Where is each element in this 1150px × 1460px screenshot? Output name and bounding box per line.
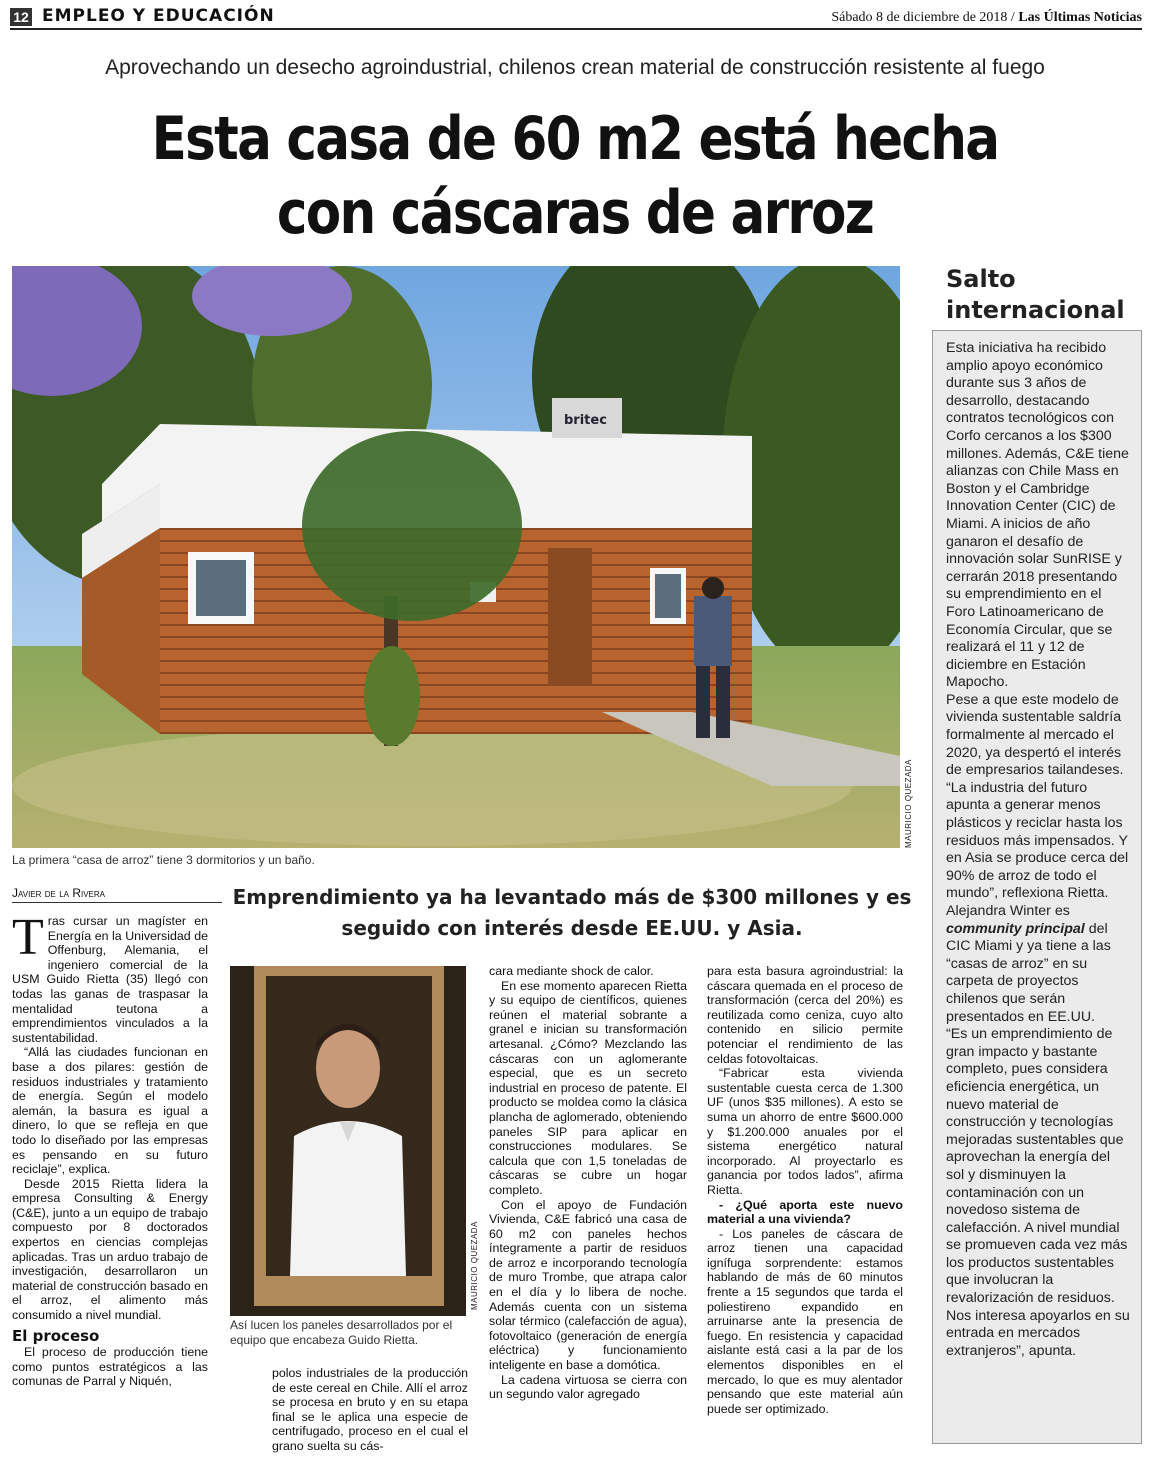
house-photo-illustration [12,266,900,848]
house-photo [12,266,900,848]
body-paragraph [12,909,208,1045]
photo-caption: La primera “casa de arroz” tiene 3 dormitorios y un baño. [12,853,315,867]
page-header [10,6,1142,30]
photo-credit: MAURICIO QUEZADA [904,759,913,848]
subheadline: Emprendimiento ya ha levantado más de $300 millones y es seguido con interés desde EE.UU. y Asia. [232,885,912,940]
body-paragraph: En ese momento aparecen Rietta y su equipo de científicos, quienes reúnen el material sobrante a granel e inician su transformación artesanal. ¿Cómo? Mezclando las cáscaras con un aglomerante especial, que es un secreto industrial en proceso de patente. El producto se moldea como la clásica plancha de aglomerado, obteniendo paneles SIP para aplicar en construcciones modulares. Se calcula que con 1,5 toneladas de cáscaras se cubre un hogar completo. [489,978,687,1197]
sidebar-paragraph: Esta iniciativa ha recibido amplio apoyo económico durante sus 3 años de desarrollo, destacando contratos tecnológicos con Corfo cercanos a los $300 millones. Además, C&E tiene alianzas con Chile Mass en Boston y el Cambridge Innovation Center (CIC) de Miami. A inicios de año ganaron el desafío de innovación solar SunRISE y cerrarán 2018 presentando su emprendimiento en el Foro Latinoamericano de Economía Circular, que se realizará el 11 y 12 de diciembre en Estación Mapocho. [946,340,1129,691]
body-paragraph: polos industriales de la producción de este cereal en Chile. Allí el arroz se procesa en bruto y en su etapa final se le aplica una especie de centrifugado, proceso en el cual el grano suelta su cás- [272,1366,468,1453]
body-paragraph: “Allá las ciudades funcionan en base a dos pilares: gestión de residuos industriales y tratamiento de energía. Según el modelo alemán, la basura es igual a dinero, lo que se refleja en que todo lo diseñado por las empresas es pensando en su futuro reciclaje”, explica. [12,1045,208,1177]
interview-question: - ¿Qué aporta este nuevo material a una vivienda? [707,1197,903,1227]
sidebar-paragraph: “Es un emprendimiento de gran impacto y bastante completo, pues considera eficiencia energética, un nuevo material de construcción y tecnologías mejoradas sustentables que aprovechan la energía del sol y disminuyen la contaminación con un novedoso sistema de calefacción. A nivel mundial se promueven cada vez más los productos sustentables que involucran la revalorización de residuos. Nos interesa apoyarlos en su entrada en mercados extranjeros”, apunta. [946,1026,1130,1359]
body-paragraph: Con el apoyo de Fundación Vivienda, C&E fabricó una casa de 60 m2 con paneles hechos íntegramente a partir de residuos de arroz e incorporando tecnología de muro Trombe, que atrapa calor en el día y lo libera de noche. Además cuenta con un sistema solar térmico (calefacción de agua), fotovoltaico (generación de energía eléctrica) y funcionamiento inteligente en base a domótica. [489,1197,687,1373]
body-paragraph: - Los paneles de cáscara de arroz tienen una capacidad ignífuga sorprendente: estamos hablando de más de 60 minutos frente a 15 segundos que tarda el poliestireno expandido en arruinarse ante la presencia de fuego. En resistencia y capacidad aislante está casi a la par de los elementos disponibles en el mercado, lo que es muy alentador pensando que este material aún puede ser optimizado. [707,1226,903,1416]
body-column-2 [272,1366,468,1454]
section-title: EMPLEO Y EDUCACIÓN [42,6,275,26]
page-number: 12 [10,8,32,26]
sidebar-emphasis: community principal [946,920,1085,937]
kicker: Aprovechando un desecho agroindustrial, chilenos crean material de construcción resistente al fuego [105,56,1045,79]
sidebar-text-span: Alejandra Winter es [946,903,1070,919]
headline-line-2: con cáscaras de arroz [276,178,874,248]
portrait-credit: MAURICIO QUEZADA [470,1221,479,1310]
sidebar-title-line-2: internacional [946,296,1125,324]
dateline [831,10,1142,26]
date: Sábado 8 de diciembre de 2018 / [831,10,1015,25]
body-column-1 [12,909,208,1389]
body-paragraph: para esta basura agroindustrial: la cáscara quemada en el proceso de transformación (cerca del 20%) es reutilizada como ceniza, cuyo alto contenido en silicio permite potenciar el rendimiento de las celdas fotovoltaicas. [707,964,903,1066]
sidebar-paragraph [946,903,1132,1026]
newspaper-name: Las Últimas Noticias [1018,10,1142,25]
drop-cap: T [12,909,44,966]
portrait-illustration [230,966,466,1316]
body-paragraph: La cadena virtuosa se cierra con un segundo valor agregado [489,1372,687,1402]
sidebar-title [946,264,1125,326]
body-text: ras cursar un magíster en Energía en la Universidad de Offenburg, Alemania, el ingeniero comercial de la USM Guido Rietta (35) llegó con todas las ganas de traspasar la mentalidad teutona a emprendimientos vinculados a la sustentabilidad. [12,914,208,1045]
body-column-4 [707,964,903,1416]
body-paragraph: cara mediante shock de calor. [489,964,654,978]
byline: Javier de la Rivera [12,886,222,903]
sidebar-text [946,340,1132,1360]
sidebar-paragraph: Pese a que este modelo de vivienda sustentable saldría formalmente al mercado el 2020, ya despertó el interés de empresarios tailandeses. “La industria del futuro apunta a generar menos plásticos y reciclar hasta los residuos más impensados. Y en Asia se produce cerca del 90% de arroz de todo el mundo”, reflexiona Rietta. [946,691,1129,902]
portrait-photo [230,966,466,1316]
sidebar-text-span: del CIC Miami y ya tiene a las “casas de arroz” en su carpeta de proyectos chilenos que serán presentados en EE.UU. [946,920,1111,1025]
body-paragraph: Desde 2015 Rietta lidera la empresa Consulting & Energy (C&E), junto a un equipo de trabajo compuesto por 8 doctorados expertos en ciencias complejas aplicadas. Tras un arduo trabajo de investigación, desarrollaron un material de construcción basado en el arroz, el alimento más consumido a nivel mundial. [12,1176,208,1323]
body-paragraph: “Fabricar esta vivienda sustentable cuesta cerca de 1.300 UF (unos $35 millones). A esto se suma un ahorro de entre $600.000 y $1.200.000 anuales por el sistema energético natural incorporado. Al proyectarlo es ganancia por todos lados”, afirma Rietta. [707,1066,903,1197]
headline [81,102,1070,250]
body-column-3 [489,964,687,1402]
body-paragraph: El proceso de producción tiene como puntos estratégicos a las comunas de Parral y Niquén, [12,1345,208,1389]
section-heading: El proceso [12,1326,100,1345]
sidebar-title-line-1: Salto [946,265,1016,293]
headline-line-1: Esta casa de 60 m2 está hecha [151,104,999,174]
portrait-caption: Así lucen los paneles desarrollados por el equipo que encabeza Guido Rietta. [230,1318,453,1347]
britec-logo: britec [564,413,607,428]
